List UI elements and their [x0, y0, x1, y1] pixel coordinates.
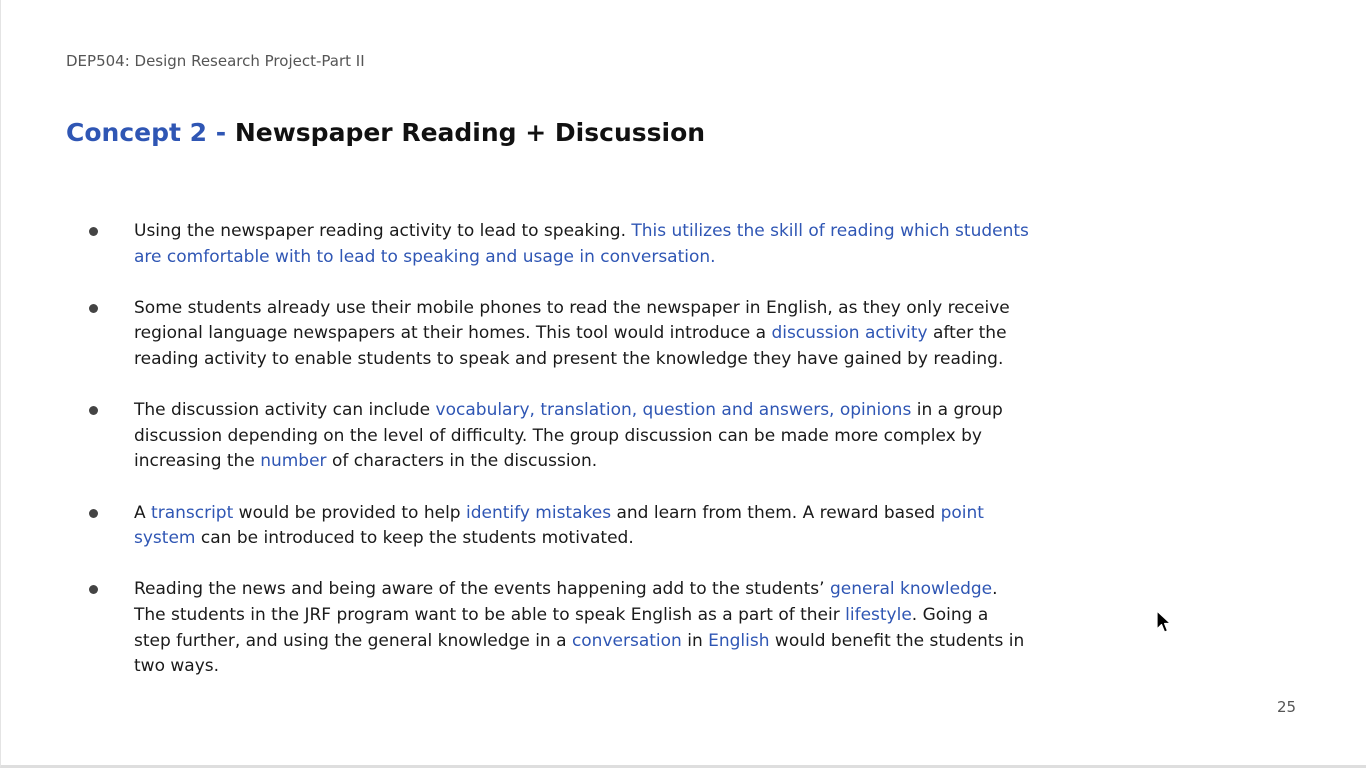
bullet-dot-icon	[89, 585, 98, 594]
bullet-text: of characters in the discussion.	[326, 451, 598, 472]
bullet-text: Using the newspaper reading activity to lead to speaking.	[134, 221, 632, 241]
highlight-text: general knowledge	[829, 579, 993, 600]
bullet-dot-icon	[89, 304, 98, 313]
mouse-pointer-icon	[1156, 610, 1172, 634]
highlight-text: point system	[134, 502, 984, 549]
bullet-text: Reading the news and being aware of the events happening add to the students’	[134, 579, 830, 600]
bullet-text: would benefit the students in two ways.	[134, 630, 1025, 677]
highlight-text: identify mistakes	[466, 502, 612, 523]
bullet-text: in	[681, 630, 709, 651]
bullet-text: after the reading activity to enable students to speak and present the knowledge they have gained by reading.	[134, 323, 1007, 369]
bullet-text: . Going a step further, and using the general knowledge in a	[134, 604, 989, 651]
bullet-item-3	[89, 398, 1029, 475]
bullet-text: Some students already use their mobile phones to read the newspaper in English, as they only receive regional language newspapers at their homes. This tool would introduce a	[134, 297, 1010, 344]
bullet-text: would be provided to help	[233, 502, 466, 523]
bullet-text: A	[134, 502, 152, 523]
bullet-dot-icon	[89, 227, 98, 236]
slide-title	[66, 118, 705, 147]
course-title: DEP504: Design Research Project-Part II	[66, 52, 365, 70]
bullet-item-2	[89, 296, 1029, 373]
bullet-item-4	[89, 501, 1029, 552]
highlight-text: transcript	[151, 502, 234, 523]
page-number: 25	[1277, 698, 1297, 716]
bullet-item-5	[89, 577, 1029, 679]
bullet-item-1	[89, 219, 1029, 270]
title-prefix: Concept 2 -	[66, 118, 235, 147]
bullet-text: . The students in the JRF program want to be able to speak English as a part of their	[134, 579, 998, 625]
bullet-text: The discussion activity can include	[134, 400, 436, 421]
highlight-text: discussion activity	[771, 323, 928, 344]
highlight-text: number	[260, 451, 327, 472]
highlight-text: conversation	[571, 630, 682, 651]
bullet-text: in a group discussion depending on the level of difficulty. The group discussion can be made more complex by increasing the	[134, 400, 1003, 472]
highlight-text: This utilizes the skill of reading which students are comfortable with to lead to speaking and usage in conversation.	[134, 221, 1029, 267]
highlight-text: English	[708, 630, 770, 651]
bullet-dot-icon	[89, 509, 98, 518]
bullet-list	[89, 219, 1029, 705]
bullet-text: and learn from them. A reward based	[611, 502, 941, 523]
highlight-text: vocabulary, translation, question and answers, opinions	[435, 400, 912, 421]
title-main: Newspaper Reading + Discussion	[234, 118, 706, 147]
highlight-text: lifestyle	[845, 604, 912, 625]
bullet-text: can be introduced to keep the students motivated.	[195, 528, 634, 549]
bullet-dot-icon	[89, 406, 98, 415]
